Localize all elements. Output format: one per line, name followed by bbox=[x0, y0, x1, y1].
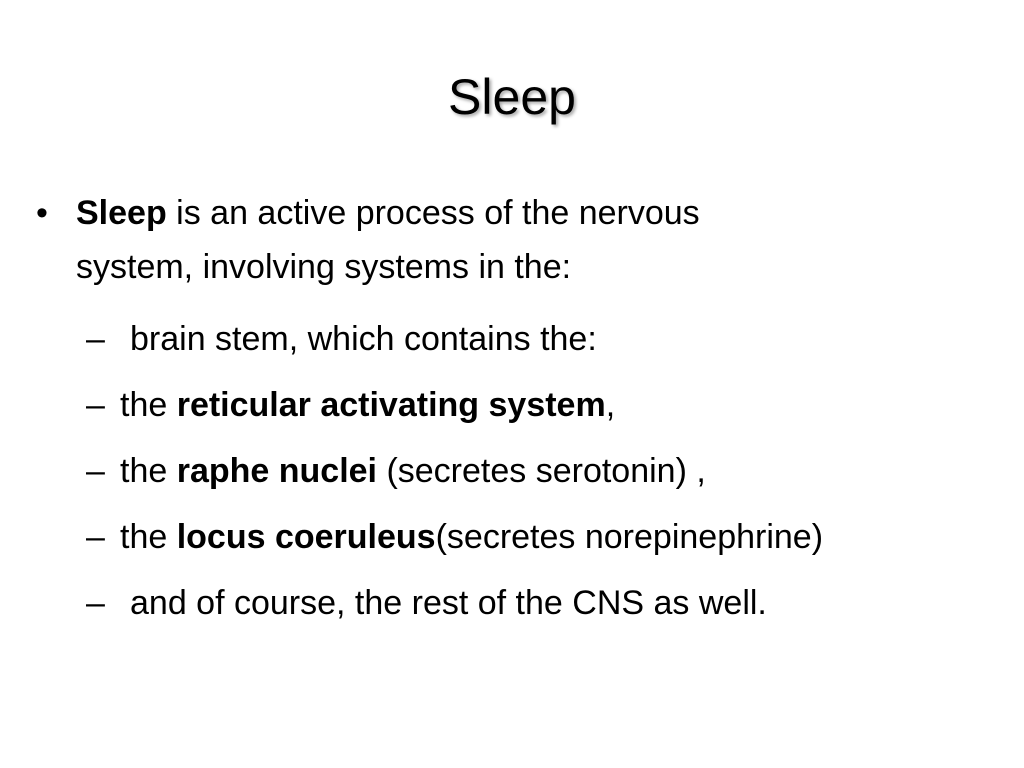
sub-bullet-text bbox=[120, 320, 597, 358]
slide-title: Sleep bbox=[448, 69, 576, 125]
sub-text-pre: the bbox=[120, 518, 177, 556]
sub-text-bold: reticular activating system bbox=[176, 386, 606, 424]
bullet-text bbox=[76, 194, 700, 286]
sub-text-post: , bbox=[605, 386, 616, 424]
bullet-bold-term: Sleep bbox=[76, 194, 167, 232]
sub-bullet-text bbox=[120, 584, 767, 622]
sub-text-post: (secretes norepinephrine) bbox=[435, 518, 824, 556]
sub-text-pre: and of course, the rest of the CNS as well. bbox=[130, 584, 767, 622]
sub-bullet-list bbox=[36, 306, 996, 636]
dash-marker: – bbox=[86, 386, 105, 424]
sub-text-pre: the bbox=[120, 386, 177, 424]
sub-text-pre: the bbox=[120, 452, 177, 490]
dash-marker: – bbox=[86, 584, 105, 622]
sub-text-bold: raphe nuclei bbox=[176, 452, 377, 490]
sub-text-bold: locus coeruleus bbox=[176, 518, 436, 556]
sub-text-pre: brain stem, which contains the: bbox=[130, 320, 597, 358]
sub-bullet-text bbox=[120, 452, 706, 490]
sub-text-post: (secretes serotonin) , bbox=[377, 452, 706, 490]
sub-bullet-item bbox=[36, 372, 996, 438]
bullet-text-line1: is an active process of the nervous bbox=[166, 194, 700, 232]
sub-bullet-item bbox=[36, 570, 996, 636]
slide-content bbox=[36, 186, 996, 636]
dash-marker: – bbox=[86, 320, 105, 358]
sub-bullet-item bbox=[36, 306, 996, 372]
bullet-text-line2: system, involving systems in the: bbox=[76, 248, 572, 286]
dash-marker: – bbox=[86, 452, 105, 490]
bullet-marker: • bbox=[36, 194, 48, 232]
sub-bullet-text bbox=[120, 518, 823, 556]
sub-bullet-text bbox=[120, 386, 615, 424]
sub-bullet-item bbox=[36, 504, 996, 570]
dash-marker: – bbox=[86, 518, 105, 556]
main-bullet bbox=[36, 186, 996, 294]
sub-bullet-item bbox=[36, 438, 996, 504]
